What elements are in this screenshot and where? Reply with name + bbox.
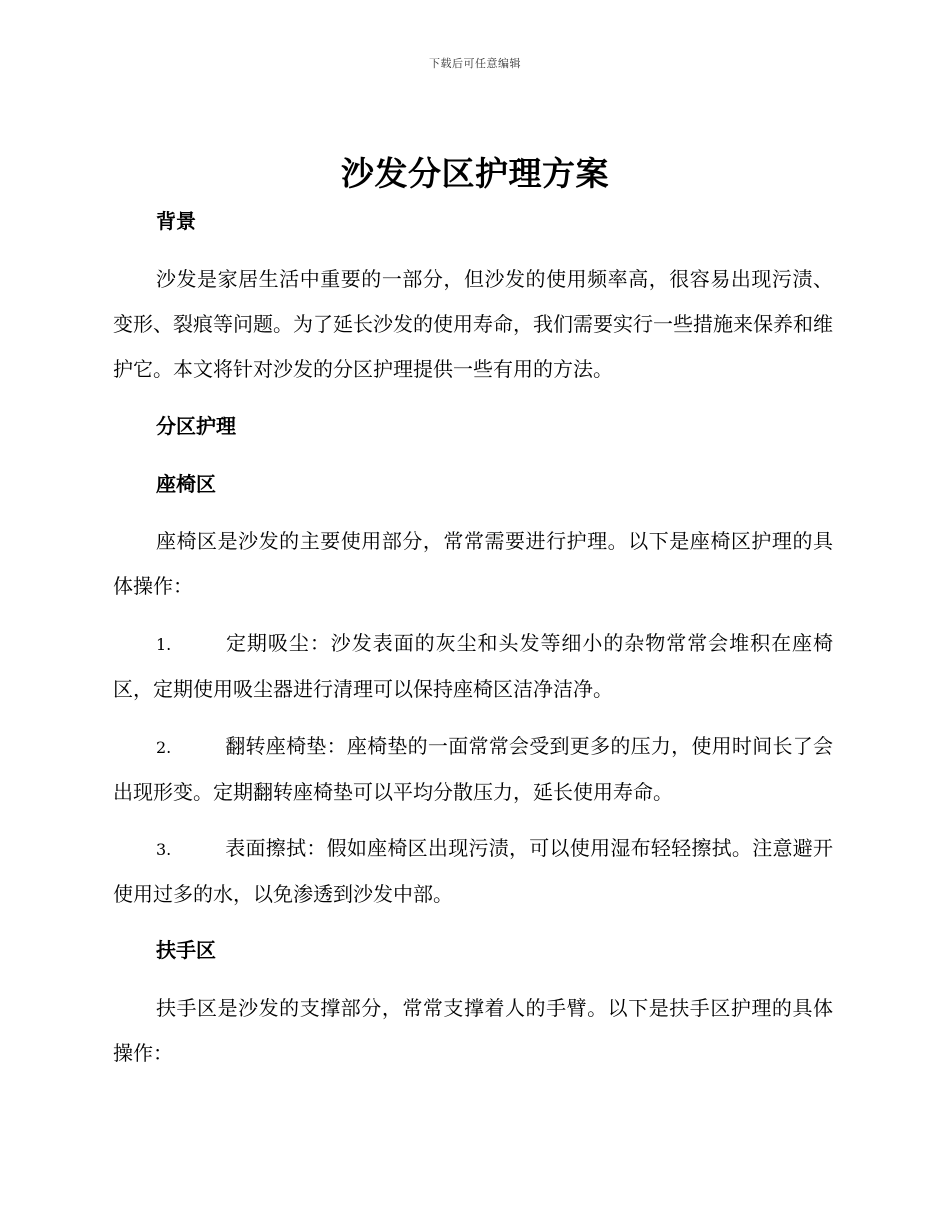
seat-step-item: [113, 724, 833, 815]
background-paragraph: 沙发是家居生活中重要的一部分，但沙发的使用频率高，很容易出现污渍、变形、裂痕等问题。为了延长沙发的使用寿命，我们需要实行一些措施来保养和维护它。本文将针对沙发的分区护理提供一些有用的方法。: [113, 267, 833, 381]
list-text: 翻转座椅垫：座椅垫的一面常常会受到更多的压力，使用时间长了会出现形变。定期翻转座椅垫可以平均分散压力，延长使用寿命。: [113, 734, 833, 804]
list-number: 3.: [156, 840, 172, 859]
list-number: 1.: [156, 635, 172, 654]
armrest-intro-paragraph: 扶手区是沙发的支撑部分，常常支撑着人的手臂。以下是扶手区护理的具体操作：: [113, 996, 833, 1065]
list-text: 定期吸尘：沙发表面的灰尘和头发等细小的杂物常常会堆积在座椅区，定期使用吸尘器进行清理可以保持座椅区洁净洁净。: [113, 631, 833, 701]
section-heading-armrest: 扶手区: [156, 938, 216, 962]
list-text: 表面擦拭：假如座椅区出现污渍，可以使用湿布轻轻擦拭。注意避开使用过多的水，以免渗透到沙发中部。: [113, 836, 833, 906]
section-heading-seat: 座椅区: [156, 472, 216, 496]
document-title: 沙发分区护理方案: [341, 154, 609, 193]
list-number: 2.: [156, 738, 172, 757]
section-heading-background: 背景: [156, 209, 196, 233]
seat-step-item: [113, 621, 833, 712]
seat-intro-paragraph: 座椅区是沙发的主要使用部分，常常需要进行护理。以下是座椅区护理的具体操作：: [113, 529, 833, 598]
seat-step-item: [113, 826, 833, 917]
section-heading-zone-care: 分区护理: [156, 414, 236, 438]
header-note: 下载后可任意编辑: [429, 57, 521, 70]
